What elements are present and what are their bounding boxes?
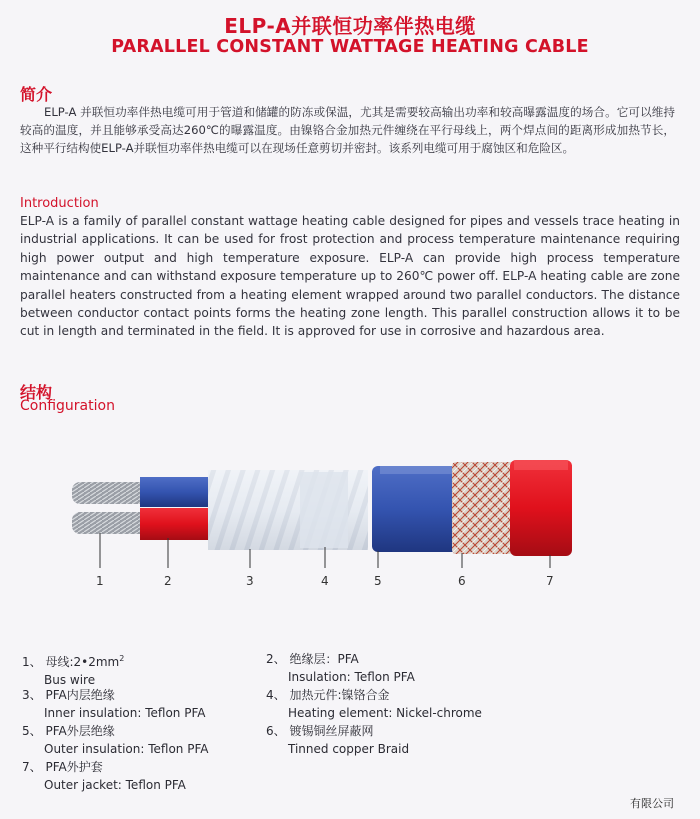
legend-item-1	[22, 650, 124, 689]
callout-4: 4	[321, 574, 329, 588]
intro-heading-cn: 简介	[20, 85, 53, 104]
legend-superscript: 2	[119, 654, 125, 663]
config-heading-en: Configuration	[20, 398, 115, 414]
legend-item-4	[266, 686, 482, 722]
legend-item-3	[22, 686, 205, 722]
callout-2: 2	[164, 574, 172, 588]
legend-en: Inner insulation: Teflon PFA	[44, 706, 206, 720]
legend-en: Bus wire	[44, 673, 96, 687]
callout-3: 3	[246, 574, 254, 588]
legend-cn: 加热元件:镍铬合金	[289, 688, 390, 702]
intro-text-en: ELP-A is a family of parallel constant wattage heating cable designed for pipes and vessels trace heating in industrial applications. It can be used for frost protection and process temperature maintenance requiring high power output and high temperature exposure. ELP-A can provide high process temperature maintenance and can withstand exposure temperature up to 260℃ power off. ELP-A heating cable are zone parallel heaters constructed from a heating element wrapped around two parallel conductors. The distance between conductor contact points forms the heating zone length. This parallel construction allows it to be cut in length and terminated in the field. It is approved for use in corrosive and hazardous area.	[20, 214, 680, 339]
legend-cn: 母线:2•2mm	[45, 655, 120, 669]
legend-cn: 镀锡铜丝屏蔽网	[289, 724, 374, 738]
legend-cn: PFA内层绝缘	[45, 688, 115, 702]
legend-number: 2、	[266, 652, 286, 666]
conductor-insulation-bottom	[140, 508, 215, 540]
outer-insulation	[372, 466, 460, 552]
legend-number: 3、	[22, 688, 42, 702]
legend-en: Outer insulation: Teflon PFA	[44, 742, 209, 756]
legend-en: Tinned copper Braid	[288, 742, 410, 756]
legend-cn: 绝缘层：PFA	[289, 652, 359, 666]
callout-7: 7	[546, 574, 554, 588]
intro-text-cn: ELP-A 并联恒功率伴热电缆可用于管道和储罐的防冻或保温，尤其是需要较高输出功率和较高曝露温度的场合。它可以维持较高的温度，并且能够承受高达260℃的曝露温度。由镍铬合金加热元件缠绕在平行母线上，两个焊点间的距离形成加热节长，这种平行结构使ELP-A并联恒功率伴热电缆可以在现场任意剪切并密封。该系列电缆可用于腐蚀区和危险区。	[20, 105, 675, 155]
legend-cn: PFA外护套	[45, 760, 103, 774]
legend-item-2	[266, 650, 415, 686]
legend-en: Outer jacket: Teflon PFA	[44, 778, 186, 792]
legend-number: 6、	[266, 724, 286, 738]
legend-item-7	[22, 758, 186, 794]
legend-item-6	[266, 722, 409, 758]
legend-number: 5、	[22, 724, 42, 738]
config-heading-cn: 结构	[20, 383, 53, 402]
intro-heading-en: Introduction	[20, 196, 99, 211]
heating-element-zone	[300, 472, 348, 548]
legend-item-5	[22, 722, 208, 758]
title-english: PARALLEL CONSTANT WATTAGE HEATING CABLE	[111, 37, 589, 57]
title-chinese: ELP-A并联恒功率伴热电缆	[224, 14, 476, 38]
legend-number: 4、	[266, 688, 286, 702]
legend-en: Heating element: Nickel-chrome	[288, 706, 482, 720]
tinned-copper-braid	[452, 462, 518, 554]
footer-company: 有限公司	[630, 797, 674, 810]
legend-en: Insulation: Teflon PFA	[288, 670, 415, 684]
callout-5: 5	[374, 574, 382, 588]
legend-number: 1、	[22, 655, 42, 669]
callout-6: 6	[458, 574, 466, 588]
outer-jacket	[510, 460, 572, 556]
cable-cutaway-diagram	[0, 440, 700, 590]
callout-1: 1	[96, 574, 104, 588]
legend-number: 7、	[22, 760, 42, 774]
legend-cn: PFA外层绝缘	[45, 724, 115, 738]
conductor-insulation-top	[140, 477, 215, 507]
